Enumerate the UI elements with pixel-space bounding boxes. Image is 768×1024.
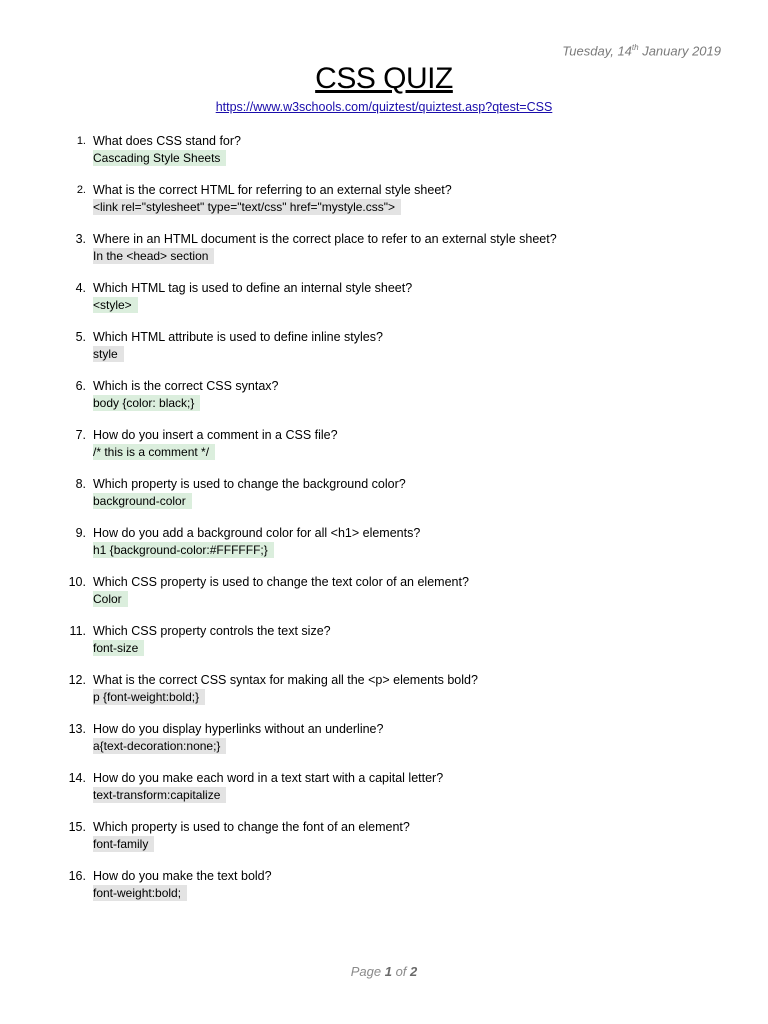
question-text: Which property is used to change the background color? (93, 477, 406, 491)
question-item (0, 330, 768, 379)
source-link[interactable]: https://www.w3schools.com/quiztest/quiztest.asp?qtest=CSS (215, 100, 553, 114)
question-number: 2. (76, 184, 86, 196)
question-number: 14. (68, 771, 86, 785)
question-number: 7. (75, 428, 86, 442)
page-current: 1 (384, 964, 392, 979)
question-text: How do you insert a comment in a CSS file? (93, 428, 338, 442)
question-item (0, 673, 768, 722)
answer-text: font-size (93, 640, 144, 656)
question-text: How do you add a background color for all <h1> elements? (93, 526, 421, 540)
question-item (0, 428, 768, 477)
question-text: How do you make each word in a text start with a capital letter? (93, 771, 444, 785)
question-number: 12. (68, 673, 86, 687)
question-text: Which CSS property is used to change the text color of an element? (93, 575, 469, 589)
answer-text: font-family (93, 836, 154, 852)
question-text: Which HTML tag is used to define an internal style sheet? (93, 281, 413, 295)
question-number: 5. (75, 330, 86, 344)
question-item (0, 624, 768, 673)
date-prefix: Tuesday, 14 (562, 43, 632, 59)
answer-text: a{text-decoration:none;} (93, 738, 226, 754)
answer-text: <link rel="stylesheet" type="text/css" href="mystyle.css"> (93, 199, 401, 215)
date-suffix: January 2019 (638, 43, 721, 59)
question-item (0, 820, 768, 869)
question-number: 13. (68, 722, 86, 736)
date-ordinal: th (631, 43, 639, 52)
question-text: Which is the correct CSS syntax? (93, 379, 279, 393)
question-number: 3. (75, 232, 86, 246)
question-item (0, 134, 768, 183)
question-item (0, 869, 768, 918)
question-number: 16. (68, 869, 86, 883)
question-number: 8. (75, 477, 86, 491)
question-number: 1. (76, 135, 86, 147)
answer-text: body {color: black;} (93, 395, 200, 411)
question-item (0, 771, 768, 820)
question-text: What does CSS stand for? (93, 134, 241, 148)
question-item (0, 477, 768, 526)
answer-text: In the <head> section (93, 248, 214, 264)
question-item (0, 722, 768, 771)
question-number: 9. (75, 526, 86, 540)
answer-text: Cascading Style Sheets (93, 150, 226, 166)
page-footer (0, 964, 768, 979)
question-item (0, 526, 768, 575)
answer-text: font-weight:bold; (93, 885, 187, 901)
question-item (0, 232, 768, 281)
answer-text: text-transform:capitalize (93, 787, 226, 803)
question-number: 10. (68, 575, 86, 589)
page-total: 2 (410, 964, 418, 979)
answer-text: Color (93, 591, 128, 607)
answer-text: style (93, 346, 124, 362)
question-text: Where in an HTML document is the correct place to refer to an external style sheet? (93, 232, 557, 246)
question-item (0, 183, 768, 232)
question-text: What is the correct CSS syntax for making all the <p> elements bold? (93, 673, 478, 687)
answer-text: h1 {background-color:#FFFFFF;} (93, 542, 274, 558)
answer-text: /* this is a comment */ (93, 444, 215, 460)
question-text: Which CSS property controls the text size? (93, 624, 331, 638)
page-title: CSS QUIZ (315, 62, 453, 95)
question-item (0, 379, 768, 428)
question-number: 4. (75, 281, 86, 295)
question-text: How do you display hyperlinks without an underline? (93, 722, 384, 736)
question-text: Which HTML attribute is used to define inline styles? (93, 330, 383, 344)
question-number: 6. (75, 379, 86, 393)
page-of: of (391, 964, 411, 979)
question-text: Which property is used to change the font of an element? (93, 820, 410, 834)
answer-text: p {font-weight:bold;} (93, 689, 205, 705)
question-item (0, 575, 768, 624)
question-text: How do you make the text bold? (93, 869, 272, 883)
answer-text: <style> (93, 297, 138, 313)
answer-text: background-color (93, 493, 192, 509)
document-date (562, 43, 721, 58)
question-number: 11. (69, 624, 86, 638)
question-number: 15. (68, 820, 86, 834)
question-item (0, 281, 768, 330)
page-label: Page (350, 964, 385, 979)
question-text: What is the correct HTML for referring to an external style sheet? (93, 183, 452, 197)
question-list (0, 134, 768, 918)
